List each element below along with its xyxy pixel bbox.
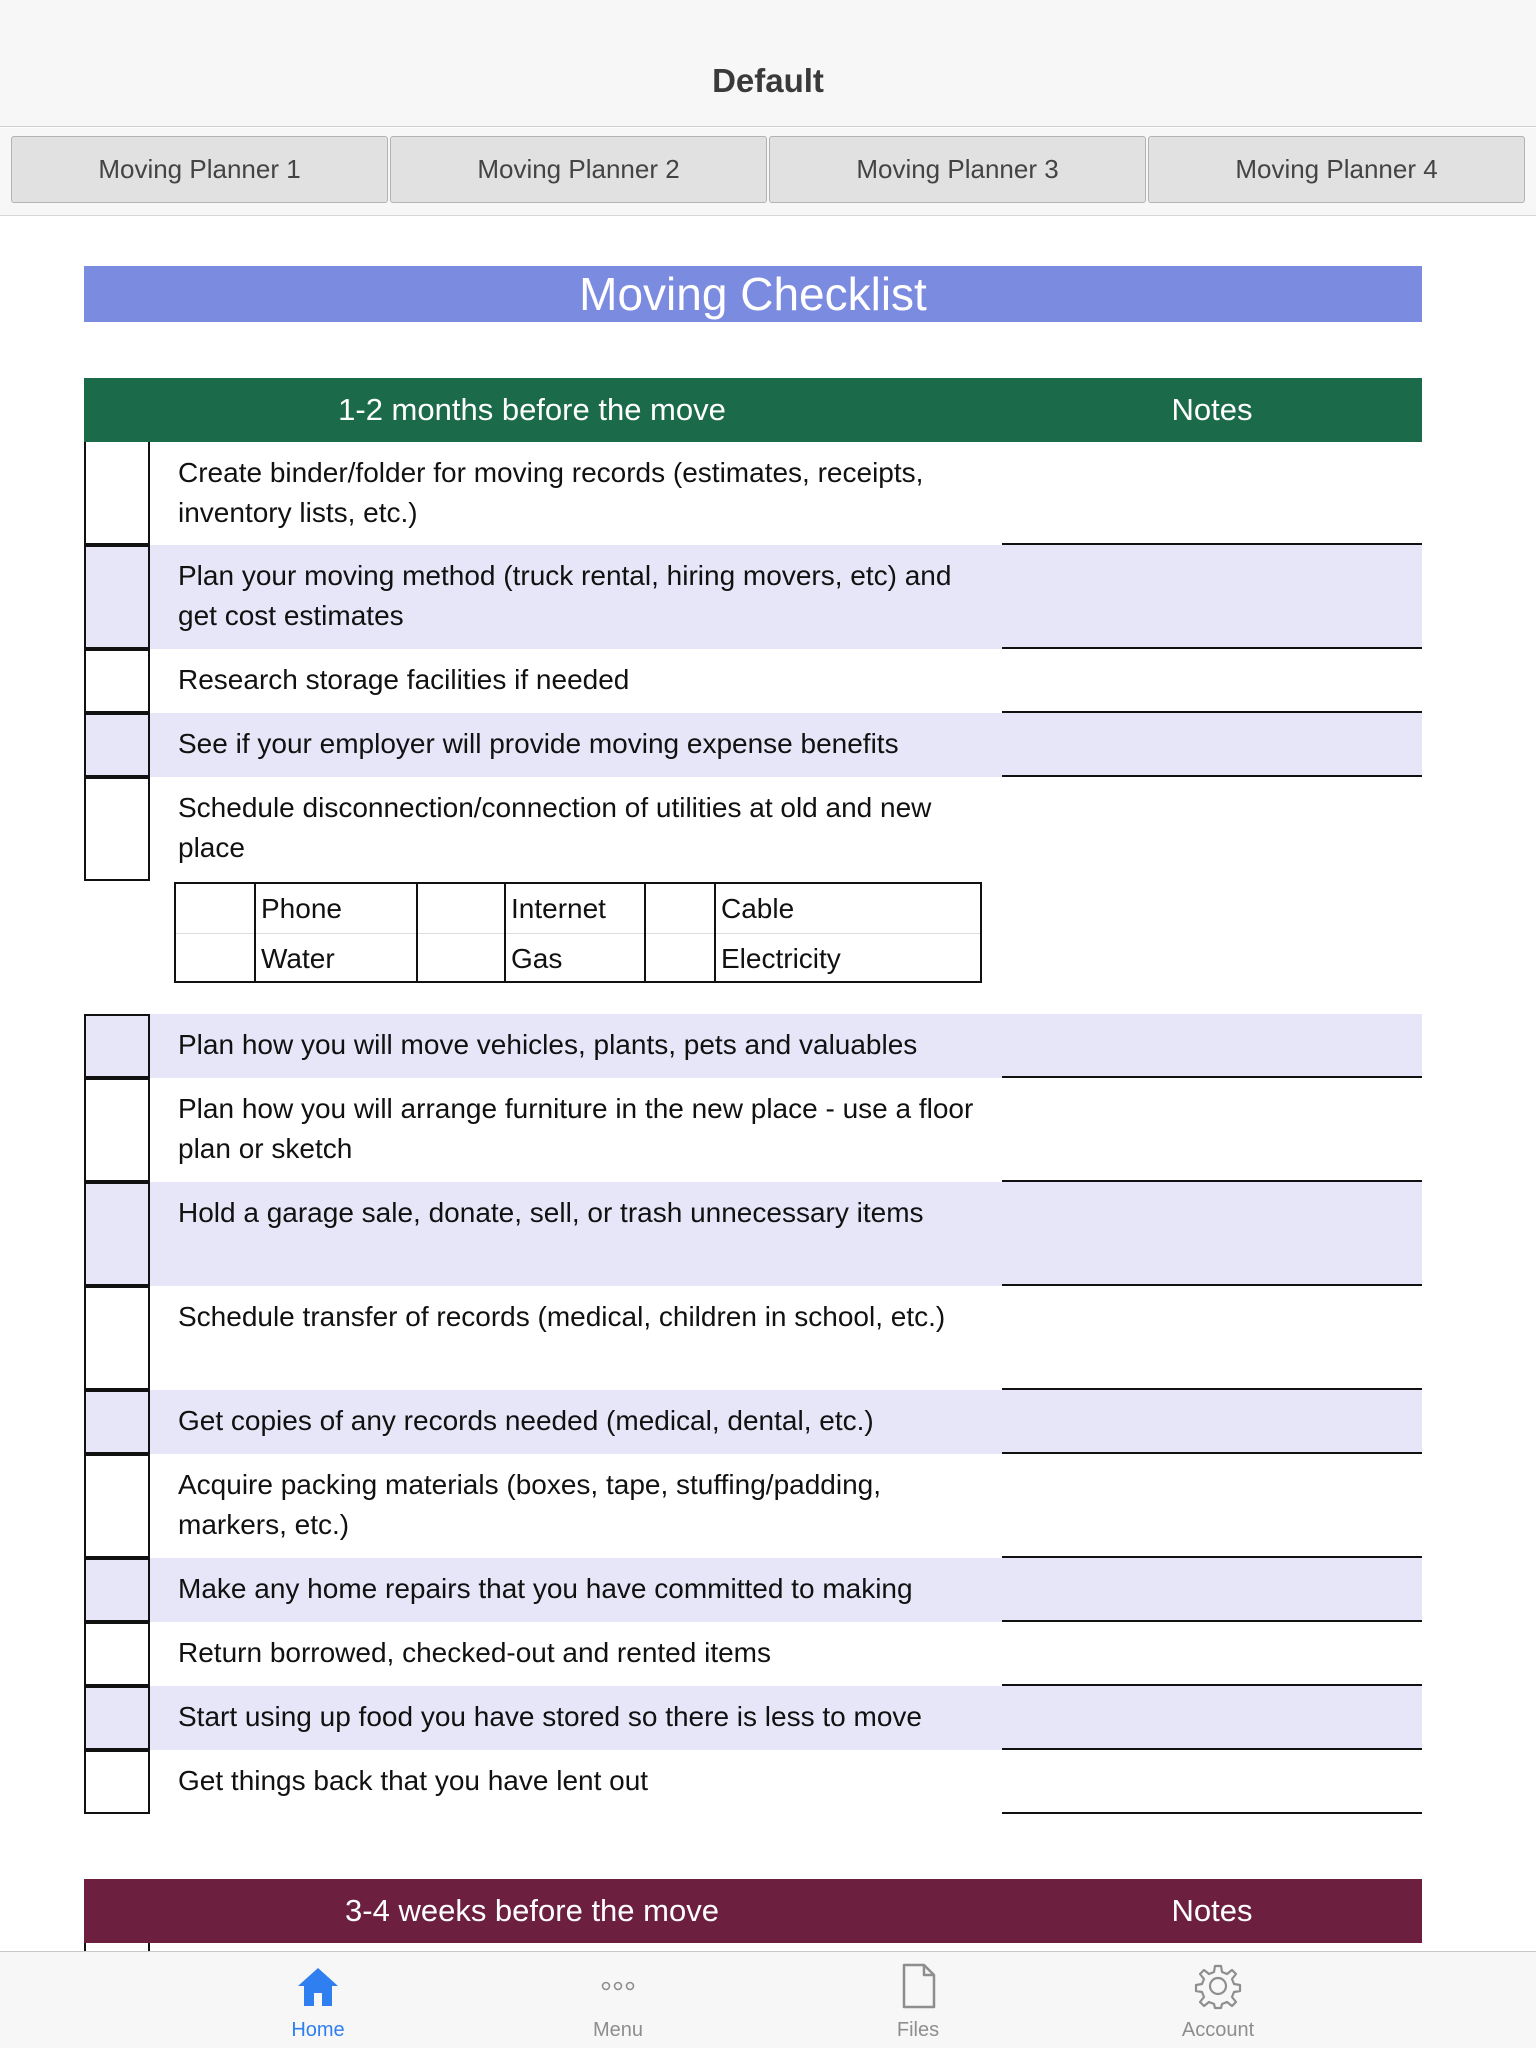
item-text: Schedule disconnection/connection of utilities at old and new place	[178, 792, 932, 863]
checklist-row	[84, 1078, 1422, 1182]
checkbox[interactable]	[84, 1558, 150, 1622]
utility-phone: Phone	[261, 893, 342, 924]
utility-internet: Internet	[511, 893, 606, 924]
checklist-row	[84, 1390, 1422, 1454]
checklist-row	[84, 1182, 1422, 1286]
checklist-row	[84, 442, 1422, 545]
checklist-row	[84, 713, 1422, 777]
checkbox[interactable]	[84, 649, 150, 713]
checkbox[interactable]	[84, 1622, 150, 1686]
checklist-row	[84, 1750, 1422, 1814]
checkbox[interactable]	[84, 545, 150, 649]
utilities-grid	[174, 882, 982, 983]
item-text: Research storage facilities if needed	[178, 664, 630, 695]
checklist-row	[84, 777, 1422, 881]
checkbox[interactable]	[84, 1454, 150, 1558]
checkbox[interactable]	[84, 1750, 150, 1814]
utility-cable: Cable	[721, 893, 795, 924]
utility-gas: Gas	[511, 943, 563, 974]
item-text: Plan how you will arrange furniture in the new place - use a floor plan or sketch	[178, 1093, 974, 1164]
item-text: Return borrowed, checked-out and rented items	[178, 1637, 771, 1668]
tab-label: Files	[896, 2019, 940, 2041]
tab-moving-planner-3[interactable]: Moving Planner 3	[769, 136, 1146, 203]
internet-checkbox[interactable]	[418, 884, 504, 933]
item-text: See if your employer will provide moving expense benefits	[178, 728, 899, 759]
file-icon	[894, 1962, 942, 2010]
tab-moving-planner-2[interactable]: Moving Planner 2	[390, 136, 767, 203]
utility-electricity: Electricity	[721, 943, 841, 974]
tab-home[interactable]	[218, 1952, 418, 2048]
item-text: Schedule transfer of records (medical, children in school, etc.)	[178, 1301, 946, 1332]
checkbox[interactable]	[84, 1943, 150, 1951]
bottom-tab-bar	[0, 1951, 1536, 2048]
tab-menu[interactable]	[518, 1952, 718, 2048]
checklist-row	[84, 545, 1422, 649]
gas-checkbox[interactable]	[418, 934, 504, 983]
item-text: Plan your moving method (truck rental, hiring movers, etc) and get cost estimates	[178, 560, 952, 631]
section-header-1-2-months	[84, 378, 1422, 442]
checkbox[interactable]	[84, 1390, 150, 1454]
checklist-row	[84, 1686, 1422, 1750]
phone-checkbox[interactable]	[176, 884, 254, 933]
checkbox[interactable]	[84, 1182, 150, 1286]
planner-tabs	[0, 128, 1536, 216]
more-icon	[594, 1962, 642, 2010]
checkbox[interactable]	[84, 1686, 150, 1750]
section-title: 3-4 weeks before the move	[345, 1893, 719, 1928]
checklist-page[interactable]	[0, 217, 1536, 1951]
home-icon	[294, 1962, 342, 2010]
checklist-row	[84, 1286, 1422, 1390]
nav-title: Default	[712, 62, 824, 99]
checkbox[interactable]	[84, 1286, 150, 1390]
notes-header: Notes	[1171, 392, 1253, 427]
checklist-row	[84, 1622, 1422, 1686]
item-text: Plan how you will move vehicles, plants, pets and valuables	[178, 1029, 918, 1060]
utility-water: Water	[261, 943, 335, 974]
checkbox[interactable]	[84, 777, 150, 881]
water-checkbox[interactable]	[176, 934, 254, 983]
section-title: 1-2 months before the move	[338, 392, 726, 427]
item-text: Acquire packing materials (boxes, tape, stuffing/padding, markers, etc.)	[178, 1469, 882, 1540]
item-text: Make any home repairs that you have committed to making	[178, 1573, 913, 1604]
tab-moving-planner-4[interactable]: Moving Planner 4	[1148, 136, 1525, 203]
checklist-title: Moving Checklist	[84, 266, 1422, 322]
cable-checkbox[interactable]	[646, 884, 714, 933]
notes-header: Notes	[1171, 1893, 1253, 1928]
electricity-checkbox[interactable]	[646, 934, 714, 983]
tab-account[interactable]	[1118, 1952, 1318, 2048]
notes-field[interactable]	[1002, 1812, 1422, 1814]
tab-label: Menu	[592, 2019, 644, 2041]
checkbox[interactable]	[84, 1078, 150, 1182]
item-text: Create binder/folder for moving records (estimates, receipts, inventory lists, etc.)	[178, 457, 924, 528]
tab-files[interactable]	[818, 1952, 1018, 2048]
tab-moving-planner-1[interactable]: Moving Planner 1	[11, 136, 388, 203]
navigation-bar	[0, 0, 1536, 127]
item-text: Start using up food you have stored so there is less to move	[178, 1701, 922, 1732]
checklist-row	[84, 1014, 1422, 1078]
checkbox[interactable]	[84, 1014, 150, 1078]
gear-icon	[1194, 1962, 1242, 2010]
tab-label: Home	[291, 2019, 345, 2041]
checklist-row	[84, 1454, 1422, 1558]
item-text: Get copies of any records needed (medical, dental, etc.)	[178, 1405, 874, 1436]
checklist-row	[84, 649, 1422, 713]
checklist-row	[84, 1558, 1422, 1622]
item-text: Get things back that you have lent out	[178, 1765, 649, 1796]
checkbox[interactable]	[84, 713, 150, 777]
tab-label: Account	[1181, 2019, 1255, 2041]
item-text: Hold a garage sale, donate, sell, or trash unnecessary items	[178, 1197, 924, 1228]
section-header-3-4-weeks	[84, 1879, 1422, 1943]
checkbox[interactable]	[84, 442, 150, 545]
